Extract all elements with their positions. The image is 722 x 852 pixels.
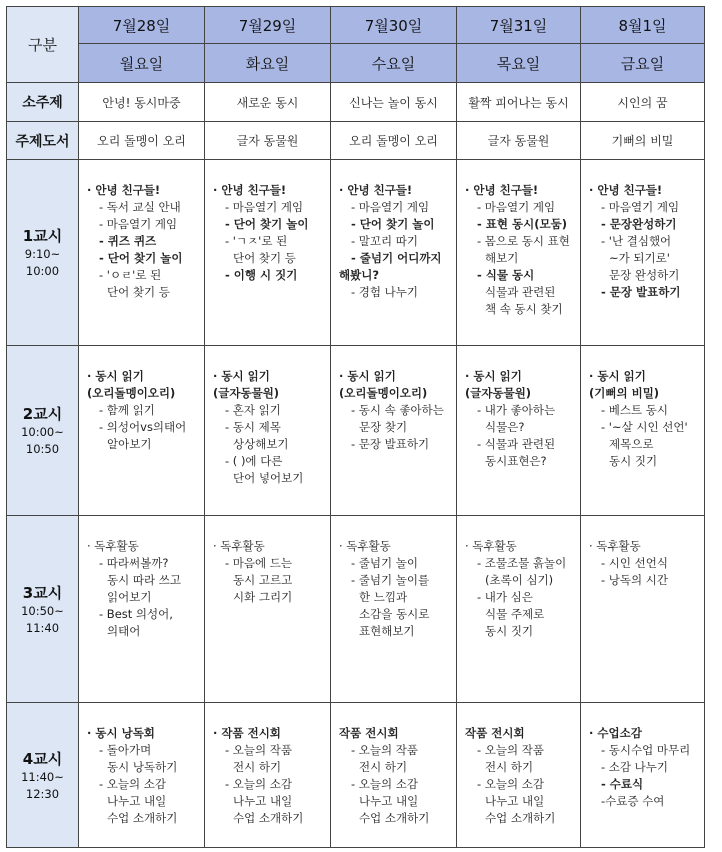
date-fri: 8월1일 [581,7,705,44]
activity-line: 상상해보기 [233,437,289,451]
activity-line: · 안녕 친구들! [339,183,413,197]
activity-cell [205,160,331,346]
activity-line: 식물은? [485,420,525,434]
period-name: 3교시 [22,583,63,602]
activity-line: - 따라써볼까? [99,556,169,570]
subtopic-cell: 신나는 놀이 동시 [331,83,457,122]
activity-line: · 동시 읽기 [213,369,270,383]
activity-line: 표현해보기 [359,624,415,638]
gubun-header: 구분 [7,7,79,83]
activity-line: 나누고 내일 [485,794,545,808]
activity-line: - 문장 발표하기 [601,285,681,299]
period-time: 11:40~ [21,769,64,784]
subtopic-cell: 새로운 동시 [205,83,331,122]
activity-cell [79,346,205,516]
activity-line: - 문장 발표하기 [351,437,430,451]
activity-line: 해보기 [485,251,519,265]
activity-line: 전시 하기 [485,760,534,774]
day-row [7,44,705,83]
activity-line: - 오늘의 작품 [225,743,293,757]
period-time: 12:30 [25,786,60,801]
activity-line: 수업 소개하기 [233,811,304,825]
activity-line: 작품 전시회 [339,726,399,740]
activity-line: 나누고 내일 [233,794,293,808]
activity-line: 나누고 내일 [359,794,419,808]
period-name: 2교시 [22,405,63,423]
period-row [7,346,705,516]
schedule-table [6,6,705,848]
activity-line: 소감을 동시로 [359,607,430,621]
activity-line: - 'ㄱㅈ'로 된 [225,234,288,248]
date-row [7,7,705,44]
activity-line: · 동시 읽기 [465,369,522,383]
activity-line: - 오늘의 작품 [351,743,419,757]
activity-line: - 동시 제목 [225,420,281,434]
activity-line: (기뻐의 비밀) [589,386,660,400]
book-cell: 오리 돌멩이 오리 [331,122,457,160]
subtopic-cell: 시인의 꿈 [581,83,705,122]
activity-cell [205,346,331,516]
activity-line: - 함께 읽기 [99,403,155,417]
activity-cell [331,160,457,346]
activity-line: · 수업소감 [589,726,642,740]
activity-line: 식물과 관련된 [485,285,556,299]
activity-line: - 식물 동시 [477,268,535,282]
activity-line: 의태어 [107,624,141,638]
activity-line: · 독후활동 [465,539,517,553]
activity-line: - 시인 선언식 [601,556,669,570]
activity-line: ~가 되기로' [609,251,670,265]
activity-line: - 'ㅇㄹ'로 된 [99,268,162,282]
book-cell: 글자 동물원 [457,122,581,160]
activity-line: 문장 찾기 [359,420,408,434]
date-tue: 7월29일 [205,7,331,44]
activity-line: 식물 주제로 [485,607,545,621]
activity-cell [79,703,205,848]
activity-line: 동시 따라 쓰고 [107,573,181,587]
activity-line: · 동시 읽기 [87,369,144,383]
subtopic-cell: 안녕! 동시마중 [79,83,205,122]
activity-line: - 표현 동시(모둠) [477,217,567,231]
day-wed: 수요일 [331,44,457,83]
activity-line: - 마음열기 게임 [225,200,304,214]
day-thu: 목요일 [457,44,581,83]
activity-line: - 마음열기 게임 [99,217,178,231]
book-label: 주제도서 [7,122,79,160]
period-time: 10:00 [25,264,60,278]
activity-line: - 문장완성하기 [601,217,677,231]
activity-line: - 마음열기 게임 [601,200,680,214]
activity-cell [457,703,581,848]
activity-line: 전시 하기 [359,760,408,774]
subtopic-row [7,83,705,122]
period-row [7,703,705,848]
book-cell: 오리 돌멩이 오리 [79,122,205,160]
period-label [7,516,79,703]
activity-line: - 오늘의 소감 [477,777,545,791]
activity-cell [581,160,705,346]
activity-line: - 돌아가며 [99,743,152,757]
day-tue: 화요일 [205,44,331,83]
activity-line: 문장 완성하기 [609,268,680,282]
activity-line: - 몸으로 동시 표현 [477,234,570,248]
activity-line: - 마음열기 게임 [351,200,430,214]
book-row [7,122,705,160]
activity-line: - 내가 좋아하는 [477,403,556,417]
period-time: 10:50 [25,442,60,456]
activity-line: 단어 찾기 등 [107,285,170,299]
activity-cell [581,703,705,848]
activity-line: 나누고 내일 [107,794,167,808]
day-fri: 금요일 [581,44,705,83]
date-mon: 7월28일 [79,7,205,44]
activity-cell [205,516,331,703]
activity-line: (초록이 심기) [485,573,554,587]
activity-line: 동시 짓기 [485,624,534,638]
book-cell: 기뻐의 비밀 [581,122,705,160]
activity-line: · 안녕 친구들! [589,183,663,197]
activity-cell [331,346,457,516]
activity-cell [79,160,205,346]
activity-line: - 수료식 [601,777,644,791]
activity-cell [457,516,581,703]
periods-body [7,160,705,848]
activity-line: - 동시수업 마무리 [601,743,691,757]
activity-line: 읽어보기 [107,590,152,604]
period-time: 10:00~ [21,425,64,439]
activity-line: - '~살 시인 선언' [601,420,688,434]
activity-line: 시화 그리기 [233,590,293,604]
activity-line: - 마음에 드는 [225,556,293,570]
activity-line: 수업 소개하기 [485,811,556,825]
activity-line: 수업 소개하기 [107,811,178,825]
activity-line: - 낭독의 시간 [601,573,669,587]
activity-cell [581,516,705,703]
activity-line: · 안녕 친구들! [87,183,161,197]
activity-line: (오리돌멩이오리) [339,386,428,400]
activity-line: - 오늘의 소감 [99,777,167,791]
activity-line: - 오늘의 작품 [477,743,545,757]
day-mon: 월요일 [79,44,205,83]
activity-line: 전시 하기 [233,760,282,774]
activity-line: - '난 결심했어 [601,234,672,248]
period-name: 1교시 [22,227,63,245]
activity-line: - 식물과 관련된 [477,437,556,451]
activity-line: - 줄넘기 어디까지 [351,251,442,265]
activity-line: - 이행 시 짓기 [225,268,298,282]
period-row [7,516,705,703]
activity-line: - 단어 찾기 놀이 [225,217,309,231]
activity-cell [331,516,457,703]
activity-line: - 동시 속 좋아하는 [351,403,444,417]
activity-line: (글자동물원) [213,386,280,400]
activity-line: 작품 전시회 [465,726,525,740]
activity-cell [457,346,581,516]
activity-cell [457,160,581,346]
activity-line: · 독후활동 [589,539,641,553]
activity-line: · 독후활동 [339,539,391,553]
period-label [7,346,79,516]
activity-line: · 안녕 친구들! [213,183,287,197]
activity-line: 단어 찾기 등 [233,251,296,265]
period-time: 11:40 [25,620,60,635]
subtopic-label: 소주제 [7,83,79,122]
activity-line: - 퀴즈 퀴즈 [99,234,157,248]
activity-line: - 소감 나누기 [601,760,669,774]
activity-cell [205,703,331,848]
activity-line: · 동시 읽기 [589,369,646,383]
activity-line: · 독후활동 [87,539,139,553]
date-wed: 7월30일 [331,7,457,44]
activity-line: · 동시 낭독회 [87,726,155,740]
activity-line: 동시 짓기 [609,454,658,468]
activity-line: 책 속 동시 찾기 [485,302,563,316]
activity-line: · 독후활동 [213,539,265,553]
activity-line: 동시 낭독하기 [107,760,178,774]
activity-line: - 경험 나누기 [351,285,419,299]
activity-line: - 단어 찾기 놀이 [351,217,435,231]
activity-cell [79,516,205,703]
subtopic-cell: 활짝 피어나는 동시 [457,83,581,122]
activity-line: - 베스트 동시 [601,403,669,417]
period-label [7,160,79,346]
activity-line: - 마음열기 게임 [477,200,556,214]
period-row [7,160,705,346]
period-label [7,703,79,848]
activity-line: · 작품 전시회 [213,726,281,740]
date-thu: 7월31일 [457,7,581,44]
activity-line: -수료증 수여 [601,794,665,808]
activity-cell [331,703,457,848]
activity-line: 동시표현은? [485,454,547,468]
period-time: 10:50~ [21,603,64,618]
activity-line: - 줄넘기 놀이를 [351,573,430,587]
activity-line: 해봤니? [339,268,379,282]
period-time: 9:10~ [24,247,61,261]
activity-line: - 말꼬리 따기 [351,234,419,248]
activity-line: - ( )에 다른 [225,454,283,468]
activity-line: 동시 고르고 [233,573,293,587]
activity-line: - 오늘의 소감 [351,777,419,791]
activity-line: 제목으로 [609,437,654,451]
activity-line: - 내가 심은 [477,590,533,604]
book-cell: 글자 동물원 [205,122,331,160]
activity-line: 알아보기 [107,437,152,451]
activity-line: · 안녕 친구들! [465,183,539,197]
period-name: 4교시 [22,749,63,768]
activity-line: - 독서 교실 안내 [99,200,181,214]
activity-line: 단어 넣어보기 [233,471,304,485]
activity-line: - 조물조물 흙놀이 [477,556,567,570]
activity-line: - 단어 찾기 놀이 [99,251,183,265]
activity-line: 한 느낌과 [359,590,408,604]
activity-line: (오리돌멩이오리) [87,386,176,400]
activity-line: - 의성어vs의태어 [99,420,187,434]
activity-line: · 동시 읽기 [339,369,396,383]
activity-cell [581,346,705,516]
activity-line: - 혼자 읽기 [225,403,281,417]
activity-line: - Best 의성어, [99,607,173,621]
activity-line: - 오늘의 소감 [225,777,293,791]
activity-line: (글자동물원) [465,386,532,400]
activity-line: - 줄넘기 놀이 [351,556,419,570]
activity-line: 수업 소개하기 [359,811,430,825]
